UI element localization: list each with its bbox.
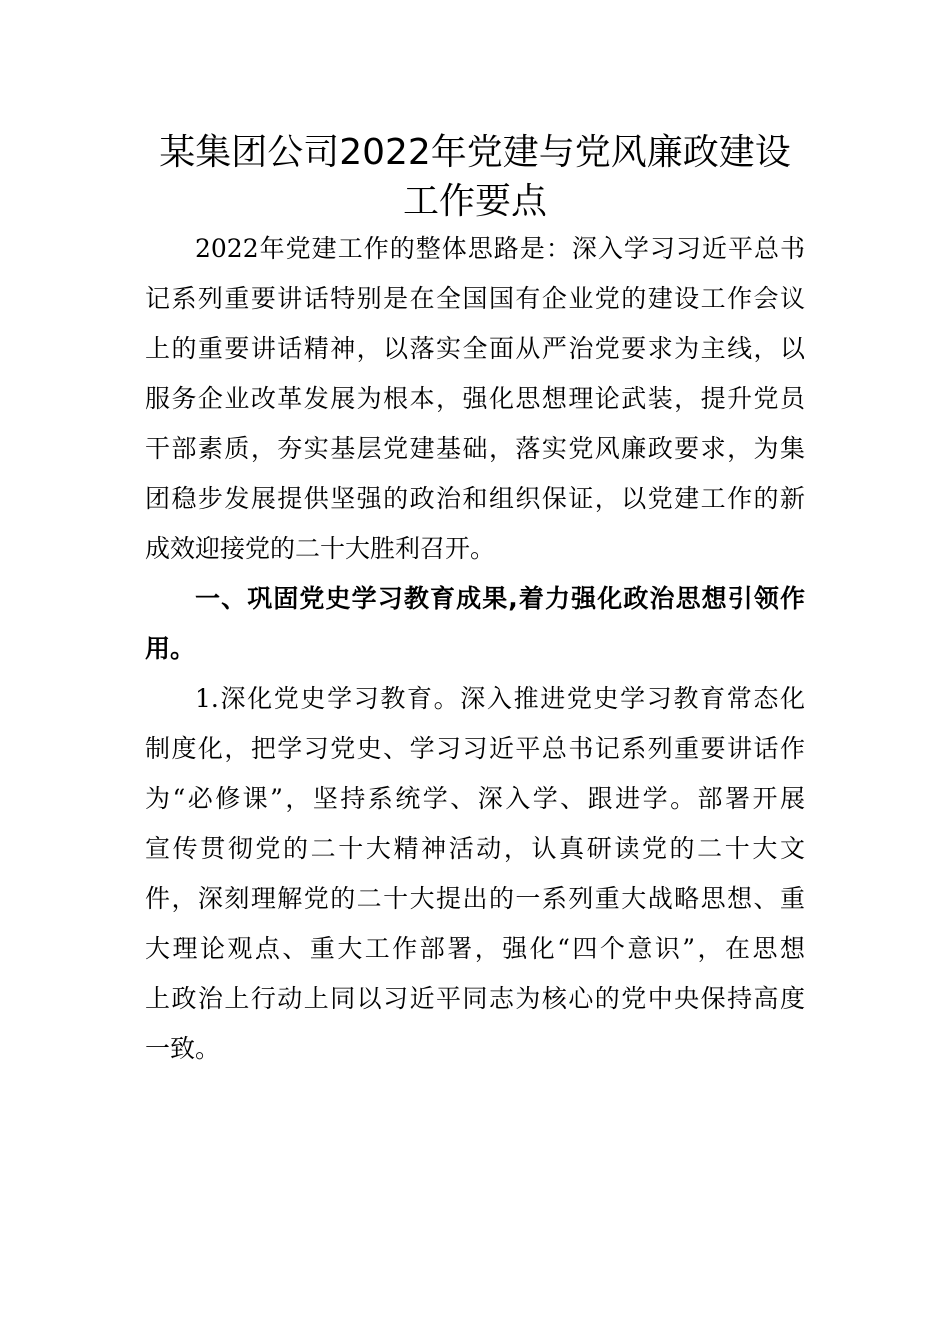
paragraph-line: 上政治上行动上同以习近平同志为核心的党中央保持高度: [145, 984, 805, 1013]
intro-paragraph: [145, 224, 805, 574]
document-title-line-1: 某集团公司2022年党建与党风廉政建设: [159, 132, 791, 173]
paragraph-line: 宣传贯彻党的二十大精神活动，认真研读党的二十大文: [145, 834, 805, 863]
paragraph-line: 件，深刻理解党的二十大提出的一系列重大战略思想、重: [145, 884, 805, 913]
paragraph-line: 一致。: [145, 1034, 221, 1063]
paragraph-line: 大理论观点、重大工作部署，强化“四个意识”，在思想: [145, 934, 805, 963]
item-1-paragraph: [145, 674, 805, 1074]
paragraph-line: 为“必修课”，坚持系统学、深入学、跟进学。部署开展: [145, 784, 805, 813]
paragraph-line: 成效迎接党的二十大胜利召开。: [145, 534, 496, 563]
paragraph-line: 制度化，把学习党史、学习习近平总书记系列重要讲话作: [145, 734, 805, 763]
paragraph-line: 1.深化党史学习教育。深入推进党史学习教育常态化: [195, 684, 805, 713]
section-1-heading: [145, 574, 805, 674]
heading-line: 一、巩固党史学习教育成果,着力强化政治思想引领作: [195, 584, 805, 613]
paragraph-line: 上的重要讲话精神，以落实全面从严治党要求为主线，以: [145, 334, 805, 363]
paragraph-line: 团稳步发展提供坚强的政治和组织保证，以党建工作的新: [145, 484, 805, 513]
document-title-line-2: 工作要点: [402, 181, 547, 222]
heading-line: 用。: [145, 634, 196, 663]
paragraph-line: 记系列重要讲话特别是在全国国有企业党的建设工作会议: [145, 284, 805, 313]
paragraph-line: 服务企业改革发展为根本，强化思想理论武装，提升党员: [145, 384, 805, 413]
paragraph-line: 2022年党建工作的整体思路是：深入学习习近平总书: [195, 234, 805, 263]
paragraph-line: 干部素质，夯实基层党建基础，落实党风廉政要求，为集: [145, 434, 805, 463]
